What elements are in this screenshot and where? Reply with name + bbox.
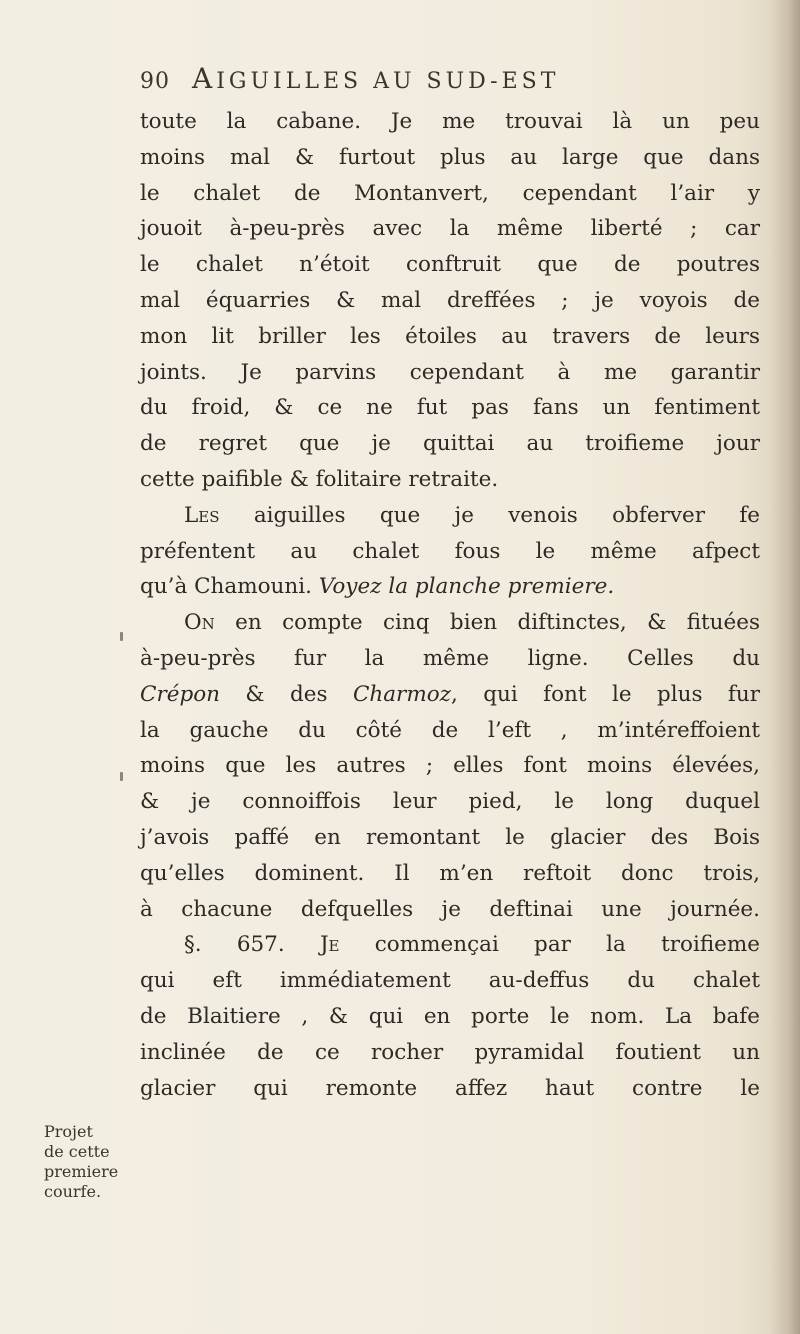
paragraph-start: Les aiguilles que je venois obferver fe — [184, 502, 760, 528]
running-title: IGUILLES AU SUD-EST — [216, 69, 560, 94]
text-line: joints. Je parvins cependant à me garantir — [140, 359, 760, 385]
paragraph-lead: Les — [184, 502, 220, 528]
section-number: §. 657. — [184, 932, 320, 958]
running-title-initial: A — [192, 62, 217, 95]
text-line: qui eft immédiatement au-deffus du chalet — [140, 968, 760, 994]
text-line: qu’elles dominent. Il m’en reftoit donc trois, — [140, 860, 760, 886]
margin-note-line: Projet — [44, 1122, 93, 1141]
text-line: à-peu-près fur la même ligne. Celles du — [140, 645, 760, 671]
text-line: du froid, & ce ne fut pas fans un fentiment — [140, 395, 760, 421]
text-line: préfentent au chalet fous le même afpect — [140, 538, 760, 564]
paragraph-start: §. 657. Je commençai par la troifieme — [184, 932, 760, 958]
running-head — [140, 62, 559, 95]
margin-mark — [120, 772, 123, 781]
paragraph-start: On en compte cinq bien diftinctes, & fituées — [184, 610, 760, 636]
text-line: moins que les autres ; elles font moins élevées, — [140, 753, 760, 779]
paragraph-lead: Je — [319, 932, 340, 958]
text-line: le chalet n’étoit conftruit que de poutres — [140, 252, 760, 278]
text-line: glacier qui remonte affez haut contre le — [140, 1075, 760, 1101]
margin-note — [44, 1122, 134, 1202]
text-line: mon lit briller les étoiles au travers de leurs — [140, 323, 760, 349]
text-line: & je connoiffois leur pied, le long duquel — [140, 789, 760, 815]
text-line: à chacune defquelles je deftinai une journée. — [140, 896, 760, 922]
text-line: le chalet de Montanvert, cependant l’air y — [140, 180, 760, 206]
text-line: toute la cabane. Je me trouvai là un peu — [140, 109, 760, 134]
text-line: qu’à Chamouni. Voyez la planche premiere. — [140, 574, 615, 600]
page-edge-shadow — [770, 0, 800, 1334]
place-name: Charmoz — [352, 681, 451, 707]
margin-mark — [120, 632, 123, 641]
text-line: de Blaitiere , & qui en porte le nom. La bafe — [140, 1003, 760, 1029]
margin-note-line: premiere — [44, 1162, 119, 1181]
body-text — [140, 104, 760, 1106]
margin-note-line: courfe. — [44, 1182, 102, 1201]
text-line: la gauche du côté de l’eft , m’intéreffoient — [140, 717, 760, 743]
page-number: 90 — [140, 69, 170, 94]
text-line: jouoit à-peu-près avec la même liberté ; car — [140, 216, 760, 242]
text-line: Crépon & des Charmoz, qui font le plus fur — [140, 681, 760, 707]
text-line: de regret que je quittai au troifieme jour — [140, 431, 760, 457]
text-line: moins mal & furtout plus au large que dans — [140, 144, 760, 170]
text-line: mal équarries & mal dreffées ; je voyois de — [140, 287, 760, 313]
place-name: Crépon — [140, 681, 221, 707]
text-line: cette paifible & folitaire retraite. — [140, 466, 499, 492]
text-line: j’avois paffé en remontant le glacier des Bois — [140, 824, 760, 850]
paragraph-lead: On — [184, 610, 215, 636]
plate-reference: Voyez la planche premiere. — [318, 574, 615, 600]
margin-note-line: de cette — [44, 1142, 110, 1161]
text-line: inclinée de ce rocher pyramidal foutient un — [140, 1039, 760, 1065]
